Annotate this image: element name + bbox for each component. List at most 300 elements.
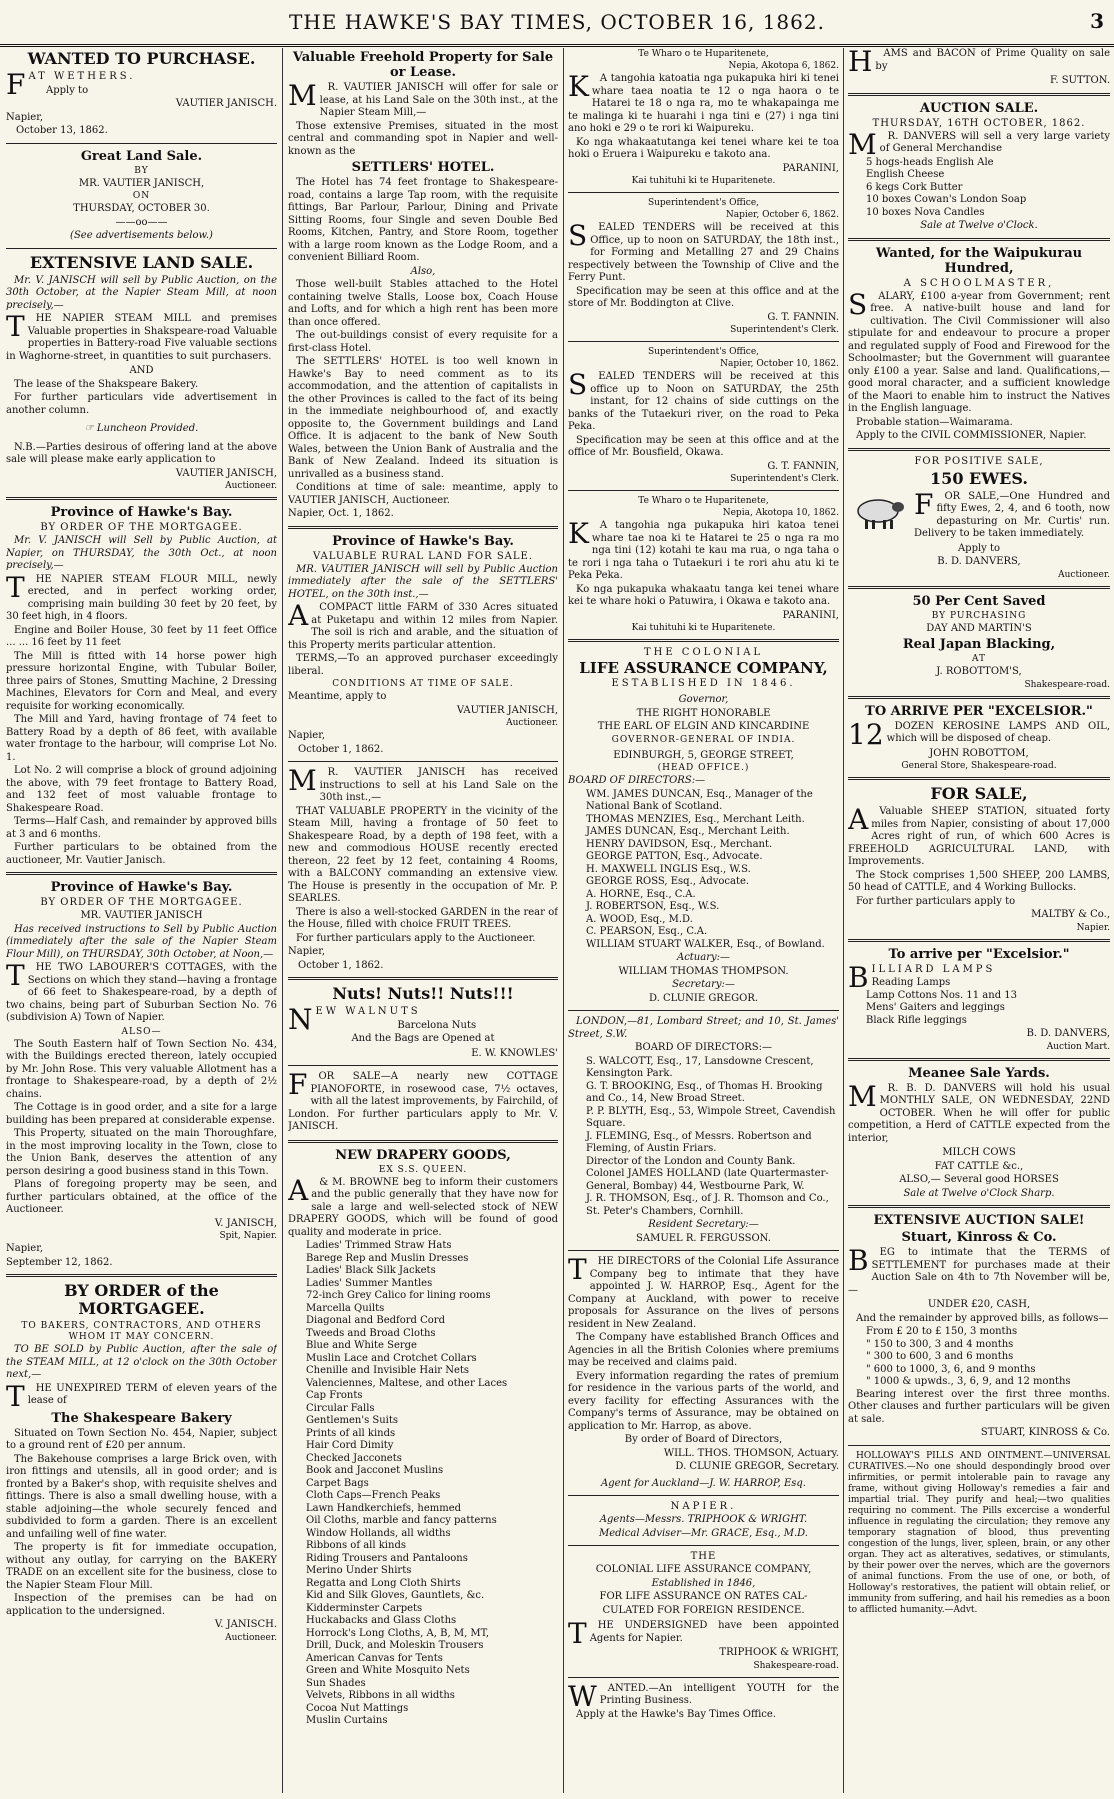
ad-text: OR SALE—A nearly new COTTAGE PIANOFORTE, in rosewood case, 7½ octaves, with all the latest improvements, by Fairchild, of London. For further particulars apply to Mr. V. JANISCH. <box>288 1071 558 1132</box>
ad-text: Superintendent's Office, <box>647 198 760 208</box>
ad-date: Napier, Oct. 1, 1862. <box>288 508 394 519</box>
ad-text: Specification may be seen at this office and at the store of Mr. Boddington at Clive. <box>568 285 839 309</box>
drop-cap: A <box>288 1176 309 1207</box>
drop-cap: S <box>568 371 588 401</box>
ad-heading: Wanted, for the Waipukurau Hundred, <box>875 245 1083 276</box>
ad-text: Kai tuhituhi ki te Huparitenete. <box>631 623 776 633</box>
ad-text: Superintendent's Office, <box>647 347 760 357</box>
ad-heading: Valuable Freehold Property for Sale or Lease. <box>292 50 554 80</box>
list-item: " 300 to 600, 3 and 6 months <box>866 1351 1014 1362</box>
ad-text: FOR POSITIVE SALE, <box>914 455 1044 467</box>
list-item: Drill, Duck, and Moleskin Trousers <box>306 1640 484 1651</box>
ad-subheading: Stuart, Kinross & Co. <box>901 1230 1057 1245</box>
ad-text: HE DIRECTORS of the Colonial Life Assurance Company beg to intimate that they have appointed J. W. HARROP, Esq., Agent for the Company at Auckland, with power to receive proposals for Assurance on the lives of persons resident in New Zealand. <box>568 1256 839 1330</box>
ad-text: Ko nga pukapuka whakaatu tanga kei tenei whare kei te whare hoki o Patuwira, i Okawa e takoto ana. <box>568 583 839 607</box>
list-item: Ribbons of all kinds <box>306 1540 406 1551</box>
ad-text: Superintendent's Clerk. <box>730 474 839 484</box>
ad-text: AND <box>129 365 154 376</box>
luncheon-line: ☞ Luncheon Provided. <box>84 423 199 434</box>
ad-text: Auctioneer. <box>225 1632 277 1643</box>
ad-text: Shakespeare-road. <box>753 1660 839 1671</box>
ad-date: October 1, 1862. <box>298 743 384 755</box>
ad-text: ON <box>132 191 151 201</box>
list-item: Barege Rep and Muslin Dresses <box>306 1252 469 1264</box>
ad-text: Te Wharo o te Huparitenete, <box>638 496 769 506</box>
ad-text: HE NAPIER STEAM FLOUR MILL, newly erected, and in perfect working order, comprising main building 30 feet by 20 feet, by 30 feet high, in 4 floors. <box>6 573 277 622</box>
drop-cap: T <box>568 1620 587 1646</box>
ad-text: EG to intimate that the TERMS of SETTLEMENT for purchases made at their Auction Sale on 4th to 7th November will be,— <box>848 1247 1110 1296</box>
ad-place: Napier, <box>288 730 326 741</box>
list-item: Lamp Cottons Nos. 11 and 13 <box>866 989 1018 1001</box>
ad-text: ESTABLISHED IN 1846. <box>611 678 796 689</box>
ad-text: Also, <box>410 265 436 277</box>
ad-heading: Meanee Sale Yards. <box>908 1065 1050 1081</box>
ad-text: ALSO,— Several good HORSES <box>899 1174 1059 1185</box>
ad-text: NAPIER. <box>670 1501 737 1512</box>
ad-text: Secretary:— <box>672 979 735 990</box>
ad-place: Napier, <box>6 1243 44 1254</box>
ad-text: ALARY, £100 a-year from Government; rent free. A native-built house and land for cultivation. The Civil Commissioner will also stipulate for and endeavour to procure a proper and regulated supply of Food and Firewood for the Schoolmaster; but the Government will guarantee only £100 a year. Salse and land. Qualifications,—good moral character, and a sufficient knowledge of the Maori to enable him to instruct the Natives in the English language. <box>848 290 1110 414</box>
ad-signer: B. D. DANVERS, <box>1026 1028 1110 1039</box>
ad-heading: 150 EWES. <box>930 468 1028 488</box>
ad-text: The property is fit for immediate occupation, without any outlay, for carrying on the BAKERY TRADE on an excellent site for the business, close to the Napier Steam Flour Mill. <box>6 1542 277 1591</box>
drop-cap: T <box>6 573 25 604</box>
ad-text: The Hotel has 74 feet frontage to Shakespeare-road, contains a large Tap room, with the requisite fittings, Bar Parlour, Parlour, Dining and Private Sitting Rooms, four Single and seven Double Bed Rooms, Kitchen, Pantry, and Store Room, together with a large room known as the Lodge Room, and a convenient Billiard Room. <box>288 177 558 263</box>
ad-text: FAT CATTLE &c., <box>934 1160 1024 1172</box>
ad-text: SAMUEL R. FERGUSSON. <box>636 1232 771 1244</box>
ad-text: The Cottage is in good order, and a site for a large building has been prepared at considerable expense. <box>6 1102 277 1126</box>
list-item: Green and White Mosquito Nets <box>306 1665 470 1676</box>
list-item: Gentlemen's Suits <box>306 1415 399 1426</box>
ad-text: Further particulars to be obtained from the auctioneer, Mr. Vautier Janisch. <box>6 842 277 866</box>
list-item: From £ 20 to £ 150, 3 months <box>866 1326 1018 1337</box>
list-item: Valenciennes, Maltese, and other Laces <box>306 1377 508 1389</box>
ad-text: EALED TENDERS will be received at this office up to Noon on SATURDAY, the 25th instant, for 12 chains of side cuttings on the banks of the Tutaekuri river, on the road to Peka Peka. <box>568 371 839 432</box>
ad-text: There is also a well-stocked GARDEN in the rear of the House, filled with choice FRUIT TREES. <box>288 906 558 930</box>
drop-cap: F <box>288 1071 308 1101</box>
list-item: Cocoa Nut Mattings <box>306 1702 409 1714</box>
ad-heading: Province of Hawke's Bay. <box>332 533 514 549</box>
sheep-icon <box>848 491 908 531</box>
ad-text: Shakespeare-road. <box>1024 679 1110 690</box>
ad-signer: MALTBY & Co., <box>1031 909 1110 920</box>
column-rule <box>282 48 283 1793</box>
ad-heading: Province of Hawke's Bay. <box>50 505 233 520</box>
ad-text: MR. VAUTIER JANISCH <box>80 910 203 921</box>
column-rule <box>843 48 844 1793</box>
drop-cap: K <box>568 520 589 550</box>
list-item: C. PEARSON, Esq., C.A. <box>586 926 708 937</box>
list-item: Oil Cloths, marble and fancy patterns <box>306 1515 497 1526</box>
ad-text: ILLIARD LAMPS <box>871 963 996 975</box>
list-item: Tweeds and Broad Cloths <box>306 1327 436 1339</box>
ad-text: & M. BROWNE beg to inform their customers and the public generally that they have now for sale a large and well-selected stock of NEW DRAPERY GOODS, which will be found of good quality and moderate in price. <box>288 1176 558 1238</box>
ad-text: Plans of foregoing property may be seen, and further particulars obtained, at the office of the Auctioneer. <box>6 1179 277 1215</box>
ad-text: MR. VAUTIER JANISCH, <box>78 177 205 189</box>
ad-heading: EXTENSIVE LAND SALE. <box>29 252 254 272</box>
ad-text: EW WALNUTS <box>315 1006 421 1017</box>
list-item: Checked Jacconets <box>306 1452 402 1464</box>
drop-cap: T <box>568 1256 587 1286</box>
drop-cap: T <box>6 313 25 343</box>
ad-signer: JOHN ROBOTTOM, <box>929 747 1029 759</box>
ad-text: Governor, <box>678 694 729 705</box>
list-item: Window Hollands, all widths <box>306 1527 451 1539</box>
ad-signer: G. T. FANNIN. <box>767 311 839 323</box>
ad-heading: NEW DRAPERY GOODS, <box>335 1147 511 1163</box>
list-item: Velvets, Ribbons in all widths <box>306 1690 455 1701</box>
ad-text: FOR LIFE ASSURANCE ON RATES CAL- <box>599 1591 808 1602</box>
ad-heading: To arrive per "Excelsior." <box>888 946 1070 962</box>
list-item: American Canvas for Tents <box>306 1652 443 1664</box>
list-item: Circular Falls <box>306 1402 375 1414</box>
list-item: Hair Cord Dimity <box>306 1440 394 1451</box>
ad-text: DOZEN KEROSINE LAMPS AND OIL, which will be disposed of cheap. <box>886 720 1110 744</box>
ad-text: And the Bags are Opened at <box>351 1033 495 1044</box>
ad-text: (HEAD OFFICE.) <box>657 763 750 773</box>
masthead <box>0 0 1114 47</box>
ad-text: R. DANVERS will sell a very large variety of General Merchandise <box>879 130 1110 154</box>
drop-cap: T <box>6 1382 25 1409</box>
list-item: J. R. THOMSON, Esq., of J. R. Thomson and Co., St. Peter's Chambers, Cornhill. <box>586 1193 829 1217</box>
drop-cap: 12 <box>848 720 884 747</box>
drop-cap: S <box>848 290 868 321</box>
ad-text: And the remainder by approved bills, as follows— <box>856 1312 1109 1324</box>
ad-text: Apply to <box>46 84 89 96</box>
list-item: WILLIAM STUART WALKER, Esq., of Bowland. <box>586 938 825 950</box>
list-item: A. HORNE, Esq., C.A. <box>586 888 696 900</box>
ad-text: Meantime, apply to <box>288 691 387 702</box>
ad-place: Napier, <box>288 946 326 957</box>
drop-cap: T <box>6 962 25 992</box>
list-item: " 600 to 1000, 3, 6, and 9 months <box>866 1363 1036 1375</box>
ad-text: HE NAPIER STEAM MILL and premises Valuable properties in Shakspeare-road Valuable properties in Battery-road Five valuable sections in Waghorne-street, in quantities to suit purchasers. <box>6 313 277 362</box>
list-item: J. FLEMING, Esq., of Messrs. Robertson and Fleming, of Austin Friars. <box>586 1130 812 1154</box>
ad-text: Conditions at time of sale: meantime, apply to VAUTIER JANISCH, Auctioneer. <box>288 482 558 506</box>
ad-text: ANTED.—An intelligent YOUTH for the Printing Business. <box>599 1682 839 1706</box>
ad-text: Situated on Town Section No. 454, Napier, subject to a ground rent of £20 per annum. <box>6 1427 277 1451</box>
list-item: THOMAS MENZIES, Esq., Merchant Leith. <box>586 813 805 825</box>
ad-signer: V. JANISCH. <box>214 1619 277 1630</box>
list-item: H. MAXWELL INGLIS Esq., W.S. <box>586 863 751 875</box>
ad-text: VALUABLE RURAL LAND FOR SALE. <box>312 550 534 562</box>
drapery-items-list <box>288 1240 558 1728</box>
ad-text: General Store, Shakespeare-road. <box>901 761 1057 771</box>
ad-text: A SCHOOLMASTER, <box>903 277 1055 289</box>
ad-text: AT WETHERS. <box>28 71 136 82</box>
ad-text: TO BE SOLD by Public Auction, after the sale of the STEAM MILL, at 12 o'clock on the 30th October next,— <box>6 1344 277 1380</box>
column-2 <box>288 48 558 1793</box>
drop-cap: H <box>848 48 873 74</box>
list-item: Cloth Caps—French Peaks <box>306 1490 441 1501</box>
page-number: 3 <box>1090 9 1104 33</box>
ad-text: Valuable SHEEP STATION, situated forty miles from Napier, consisting of about 17,000 Acres right of run, of which 600 Acres is FREEHOLD AGRICULTURAL LAND, with Improvements. <box>848 806 1110 867</box>
ad-text: EDINBURGH, 5, GEORGE STREET, <box>613 749 794 761</box>
list-item: HENRY DAVIDSON, Esq., Merchant. <box>586 838 773 850</box>
ad-text: Auctioneer. <box>225 481 277 491</box>
ad-text: Every information regarding the rates of premium for residence in the various parts of the world, and every facility for effecting Assurances with the Company's terms of Assurance, may be obtained on application to Mr. Harrop, as above. <box>568 1370 839 1432</box>
ad-text: AMS and BACON of Prime Quality on sale by <box>875 48 1110 72</box>
terms-list <box>848 1326 1110 1389</box>
ad-text: Apply at the Hawke's Bay Times Office. <box>576 1708 776 1720</box>
ad-subheading: The Shakespeare Bakery <box>51 1410 232 1426</box>
list-item: Prints of all kinds <box>306 1427 396 1439</box>
ad-text: Has received instructions to Sell by Public Auction (immediately after the sale of the Napier Steam Flour Mill), on THURSDAY, 30th October, at Noon,— <box>6 923 277 960</box>
ad-text: LONDON,—81, Lombard Street; and 10, St. James' Street, S.W. <box>568 1016 839 1040</box>
ad-heading: EXTENSIVE AUCTION SALE! <box>873 1213 1085 1228</box>
ad-text: BY ORDER OF THE MORTGAGEE. <box>40 522 243 533</box>
ad-text: J. ROBOTTOM'S, <box>936 666 1022 677</box>
list-item: Kidderminster Carpets <box>306 1602 423 1614</box>
ad-text: HE UNEXPIRED TERM of eleven years of the lease of <box>27 1382 277 1406</box>
ad-text: Mr. V. JANISCH will sell by Public Auction, on the 30th October, at the Napier Steam Mill, at noon precisely,— <box>6 274 277 311</box>
ad-text: This Property, situated on the main Thoroughfare, in the most improving locality in the Town, close to the Union Bank, deserves the attention of any person desiring a good business stand in this Town. <box>6 1128 277 1177</box>
list-item: Regatta and Long Cloth Shirts <box>306 1577 461 1589</box>
london-directors-list <box>568 1056 839 1219</box>
ad-signer: E. W. KNOWLES' <box>471 1047 558 1059</box>
drop-cap: S <box>568 222 588 252</box>
list-item: S. WALCOTT, Esq., 17, Lansdowne Crescent, Kensington Park. <box>586 1055 814 1079</box>
ad-signer: VAUTIER JANISCH, <box>456 704 558 716</box>
list-item: 5 hogs-heads English Ale <box>866 156 994 168</box>
ad-text: A tangohia katoatia nga pukapuka hiri ki tenei whare taea noatia te 12 o nga haora o te Hatarei te 18 o nga ra, mo te whakapainga me te malinga ki te huarahi i nga tini e (27) i nga tini ano hoki e 29 o te rori ki Waipureku. <box>568 73 839 134</box>
ad-text: Resident Secretary:— <box>648 1219 759 1230</box>
ad-text: ——oo—— <box>115 216 168 228</box>
ad-text: Kai tuhituhi ki te Huparitenete. <box>631 176 776 186</box>
ad-heading: BY ORDER of the MORTGAGEE. <box>64 1281 219 1318</box>
drop-cap: B <box>848 1247 869 1277</box>
drop-cap: M <box>848 130 877 157</box>
list-item: Ladies' Trimmed Straw Hats <box>306 1240 452 1251</box>
ad-text: Apply to the CIVIL COMMISSIONER, Napier. <box>856 430 1087 441</box>
ad-text: THE RIGHT HONORABLE <box>636 707 771 719</box>
column-4 <box>848 48 1110 1793</box>
list-item: 72-inch Grey Calico for lining rooms <box>306 1290 491 1301</box>
list-item: Kid and Silk Gloves, Gauntlets, &c. <box>306 1590 485 1601</box>
ad-text: HE TWO LABOURER'S COTTAGES, with the Sections on which they stand—having a frontage of 66 feet to Shakespeare-road, by a depth of two chains, being part of Suburban Section No. 76 (subdivision A) Town of Napier. <box>6 962 277 1023</box>
list-item: GEORGE PATTON, Esq., Advocate. <box>586 851 763 862</box>
ad-text: The SETTLERS' HOTEL is too well known in Hawke's Bay to need comment as to its accommodation, and the attention of capitalists in the other Provinces is called to the fact of its being in the immediate neighbourhood of, and exactly opposite to, the Government buildings and Land Office. It is adjacent to the bank of New South Wales, between the Union Bank of Australia and the Bank of New Zealand. Indeed its situation is unrivalled as a business stand. <box>288 356 558 480</box>
ad-text: BY PURCHASING <box>931 610 1027 621</box>
ad-text: Bearing interest over the first three months. Other clauses and further particulars will be given at sale. <box>848 1388 1110 1425</box>
auction-items-list <box>848 157 1110 220</box>
list-item: JAMES DUNCAN, Esq., Merchant Leith. <box>586 826 790 837</box>
ad-signer: VAUTIER JANISCH. <box>175 98 277 109</box>
ad-heading: FOR SALE, <box>930 784 1028 803</box>
ad-text: THURSDAY, OCTOBER 30. <box>73 203 210 214</box>
ad-text: The out-buildings consist of every requisite for a first-class Hotel. <box>288 330 558 354</box>
list-item: G. T. BROOKING, Esq., of Thomas H. Brooking and Co., 14, New Broad Street. <box>586 1080 823 1104</box>
ad-text: THE <box>690 1551 717 1562</box>
list-item: Black Rifle leggings <box>866 1014 967 1026</box>
list-item: Marcella Quilts <box>306 1302 385 1314</box>
drop-cap: A <box>288 602 309 632</box>
column-1 <box>6 48 277 1793</box>
list-item: Lawn Handkerchiefs, hemmed <box>306 1502 462 1514</box>
ad-signer: B. D. DANVERS, <box>937 556 1021 567</box>
ad-heading: AUCTION SALE. <box>919 100 1039 116</box>
newspaper-title: THE HAWKE'S BAY TIMES, OCTOBER 16, 1862. <box>289 10 825 34</box>
ad-text: N.B.—Parties desirous of offering land at the above sale will please make early application to <box>6 441 277 465</box>
ad-text: The Stock comprises 1,500 SHEEP, 200 LAMBS, 50 head of CATTLE, and 4 Working Bullocks. <box>848 869 1110 893</box>
ad-text: AT <box>971 654 986 664</box>
ad-text: MILCH COWS <box>942 1147 1016 1158</box>
ad-text: R. VAUTIER JANISCH has received instructions to sell at his Land Sale on the 30th inst.,— <box>319 767 558 803</box>
ad-text: Those well-built Stables attached to the Hotel containing twelve Stalls, Loose box, Coach House and Lofts, and for which a high rent has been more than once offered. <box>288 279 558 328</box>
ad-text: (See advertisements below.) <box>70 230 213 241</box>
list-item: Sun Shades <box>306 1677 366 1689</box>
arrive-items-list <box>848 977 1110 1027</box>
ad-text: A tangohia nga pukapuka hiri katoa tenei whare tae noa ki te Hatarei te 25 o nga ra mo nga tini (12) kotahi te kau ma rua, o nga taha o te rori i nga taha o Tutaekuri i te rori ahu atu ki te Peka Peka. <box>568 520 839 581</box>
ad-text: Auctioneer. <box>1058 569 1110 580</box>
list-item: A. WOOD, Esq., M.D. <box>586 913 693 925</box>
ad-text: Terms—Half Cash, and remainder by approved bills at 3 and 6 months. <box>6 816 277 840</box>
ad-place: Napier, <box>6 111 44 123</box>
list-item: " 1000 & upwds., 3, 6, 9, and 12 months <box>866 1376 1071 1387</box>
list-item: 6 kegs Cork Butter <box>866 181 963 193</box>
drop-cap: M <box>288 767 317 797</box>
ad-text: UNDER £20, CASH, <box>927 1299 1031 1310</box>
list-item: Muslin Curtains <box>306 1715 388 1726</box>
ad-text: HOLLOWAY'S PILLS AND OINTMENT.—UNIVERSAL CURATIVES.—No one should despondingly brood over infirmities, or permit intolerable pain to ravage any frame, without giving Holloway's remedies a fair and impartial trial. They purify and heal;—two qualities requiring no comment. The Pills excercise a wonderful influence in regulating the circulation; they remove any temporary stagnation of blood, thus preventing congestion of the lungs, liver, spleen, brain, or any other organ. They act as alteratives, sedatives, or stimulants, by their power over the nerves, which are the governors of animal functions. From the use of one, or both, of Holloway's restoratives, the patient will obtain relief, or immunity from suffering, and hail his remedies as a boon to afflicted humanity.—Advt. <box>848 1450 1110 1615</box>
ad-text: GOVERNOR-GENERAL OF INDIA. <box>611 734 796 745</box>
list-item: 10 boxes Cowan's London Soap <box>866 194 1027 205</box>
list-item: P. P. BLYTH, Esq., 53, Wimpole Street, Cavendish Square. <box>586 1105 836 1129</box>
ad-text: R. B. D. DANVERS will hold his usual MONTHLY SALE, ON WEDNESDAY, 22ND OCTOBER. When he will offer for public competition, a Herd of CATTLE expected from the interior, <box>848 1082 1110 1144</box>
ad-text: DAY AND MARTIN'S <box>926 622 1032 634</box>
ad-text: Specification may be seen at this office and at the office of Mr. Bousfield, Okawa. <box>568 434 839 458</box>
drop-cap: F <box>914 490 934 521</box>
ad-text: Inspection of the premises can be had on application to the undersigned. <box>6 1593 277 1617</box>
ad-text: Luncheon Provided. <box>96 423 199 434</box>
ad-text: The lease of the Shakspeare Bakery. <box>14 378 199 390</box>
list-item: English Cheese <box>866 169 945 180</box>
ad-text: WILLIAM THOMAS THOMPSON. <box>618 965 789 977</box>
ad-text: BOARD OF DIRECTORS:— <box>568 775 706 786</box>
ad-text: Te Wharo o te Huparitenete, <box>638 49 769 59</box>
ad-text: TO BAKERS, CONTRACTORS, AND OTHERS WHOM IT MAY CONCERN. <box>21 1321 262 1342</box>
ad-text: Established in 1846, <box>651 1577 756 1589</box>
ad-text: The Company have established Branch Offices and Agencies in all the British Colonies where premiums may be received and claims paid. <box>568 1332 839 1368</box>
ad-text: THE EARL OF ELGIN AND KINCARDINE <box>597 721 810 732</box>
ad-text: MR. VAUTIER JANISCH will sell by Public Auction immediately after the sale of the SETTLERS' HOTEL, on the 30th inst.,— <box>288 563 558 600</box>
ad-text: Apply to <box>957 542 1001 554</box>
ad-signer: WILL. THOS. THOMSON, Actuary. <box>663 1447 839 1459</box>
ad-text: Napier. <box>1076 922 1110 933</box>
ad-text: THAT VALUABLE PROPERTY in the vicinity of the Steam Mill, having a frontage of 50 feet to Shakespeare Road, by a depth of 198 feet, with a new and commodious HOUSE recently erected thereon, 22 feet by 12 feet, containing 4 Rooms, with a BALCONY commanding an extensive view. The House is presently in the occupation of Mr. P. SEARLES. <box>288 805 558 904</box>
drop-cap: M <box>288 82 317 112</box>
column-rule <box>563 48 564 1793</box>
list-item: Horrock's Long Cloths, A, B, M, MT, <box>306 1627 490 1639</box>
ad-text: Auction Mart. <box>1046 1041 1110 1052</box>
ad-text: R. VAUTIER JANISCH will offer for sale or lease, at his Land Sale on the 30th inst., at the Napier Steam Mill,— <box>319 82 558 118</box>
list-item: Director of the London and County Bank. <box>586 1155 796 1167</box>
wanted-purchase-ad <box>6 71 277 112</box>
list-item: Muslin Lace and Crotchet Collars <box>306 1352 477 1364</box>
ad-text: HE UNDERSIGNED have been appointed Agents for Napier. <box>589 1620 839 1644</box>
ad-text: Ko nga whakaatutanga kei tenei whare kei te toa hoki o Eruera i Waipureku e takoto ana. <box>568 136 839 160</box>
column-3 <box>568 48 839 1793</box>
ad-text: EX S.S. QUEEN. <box>378 1164 468 1175</box>
list-item: J. ROBERTSON, Esq., W.S. <box>586 901 720 912</box>
list-item: Huckabacks and Glass Cloths <box>306 1615 457 1626</box>
drop-cap: A <box>848 806 869 836</box>
ad-subheading: Real Japan Blacking, <box>902 637 1056 652</box>
ad-heading: WANTED TO PURCHASE. <box>27 49 256 68</box>
ad-text: Nepia, Akotopa 10, 1862. <box>722 508 839 518</box>
ad-text: Auctioneer. <box>506 718 558 728</box>
ad-text: For further particulars apply to <box>856 895 1016 907</box>
drop-cap: N <box>288 1006 313 1036</box>
ad-text: Napier, October 6, 1862. <box>725 210 839 220</box>
ad-text: By order of Board of Directors, <box>624 1434 783 1445</box>
ad-text: Mr. V. JANISCH will Sell by Public Auction, at Napier, on THURSDAY, the 30th Oct., at noon precisely,— <box>6 535 277 571</box>
drop-cap: K <box>568 73 589 103</box>
list-item: WM. JAMES DUNCAN, Esq., Manager of the National Bank of Scotland. <box>586 788 813 812</box>
drop-cap: W <box>568 1682 597 1709</box>
list-item: Carpet Bags <box>306 1477 369 1489</box>
ad-text: Sale at Twelve o'Clock Sharp. <box>903 1187 1055 1199</box>
ad-text: OR SALE,—One Hundred and fifty Ewes, 2, 4, and 6 tooth, now depasturing on Mr. Curtis' run. Delivery to be taken immediately. <box>914 490 1110 539</box>
ad-text: Those extensive Premises, situated in the most central and commanding spot in Napier and well-known as the <box>288 120 558 157</box>
ad-signer: D. CLUNIE GREGOR, Secretary. <box>675 1461 839 1472</box>
ad-text: Agents—Messrs. TRIPHOOK & WRIGHT. <box>599 1514 808 1525</box>
list-item: Reading Lamps <box>871 977 951 988</box>
ad-text: EALED TENDERS will be received at this Office, up to noon on SATURDAY, the 18th inst., for Forming and Metalling 27 and 29 Chains respectively between the Township of Clive and the Ferry Punt. <box>568 222 839 283</box>
ad-text: Barcelona Nuts <box>397 1019 477 1031</box>
ad-subheading: SETTLERS' HOTEL. <box>351 160 495 175</box>
ad-date: October 13, 1862. <box>16 125 108 136</box>
ad-text: Superintendent's Clerk. <box>730 325 839 335</box>
directors-list <box>568 789 839 952</box>
ad-text: COMPACT little FARM of 330 Acres situated at Puketapu and within 12 miles from Napier. The soil is rich and arable, and the situation of this Property merits particular attention. <box>288 602 558 651</box>
ad-text: Sale at Twelve o'Clock. <box>920 220 1038 231</box>
ad-text: For further particulars vide advertisement in another column. <box>6 392 277 416</box>
ad-text: The Mill is fitted with 14 horse power high pressure horizontal Engine, with Tubular Boiler, three pairs of Stones, Smutting Machine, 2 Dressing Machines, Elevators for Corn and Meal, and every requisite for working economically. <box>6 650 277 712</box>
list-item: Chenille and Invisible Hair Nets <box>306 1365 470 1376</box>
list-item: Book and Jacconet Muslins <box>306 1465 444 1476</box>
ad-text: Lot No. 2 will comprise a block of ground adjoining the above, with 79 feet frontage to Battery Road, and 132 feet of most valuable frontage to Shakespeare Road. <box>6 765 277 814</box>
ad-heading: Great Land Sale. <box>80 148 203 164</box>
ad-text: CONDITIONS AT TIME OF SALE. <box>332 679 514 689</box>
list-item: " 150 to 300, 3 and 4 months <box>866 1338 1014 1350</box>
ad-text: Spit, Napier. <box>219 1231 277 1241</box>
ad-text: ALSO— <box>121 1026 162 1037</box>
ad-text: The Bakehouse comprises a large Brick oven, with iron fittings and utensils, all in good order; and is fronted by a Baker's shop, with requisite shelves and fittings. There is also a small dwelling house, with a stable adjoining—the whole securely fenced and subdivided to form a garden. There is an excellent and unfailing well of fine water. <box>6 1453 277 1540</box>
ad-text: THE COLONIAL <box>643 647 764 658</box>
ad-heading: 50 Per Cent Saved <box>912 593 1046 609</box>
ad-text: THURSDAY, 16TH OCTOBER, 1862. <box>872 117 1086 129</box>
ad-text: Medical Adviser—Mr. GRACE, Esq., M.D. <box>599 1527 808 1539</box>
ad-text: Actuary:— <box>676 952 731 963</box>
ad-text: BY ORDER OF THE MORTGAGEE. <box>40 897 243 908</box>
ad-signer: STUART, KINROSS & Co. <box>980 1427 1110 1438</box>
list-item: Cap Fronts <box>306 1390 363 1401</box>
list-item: 10 boxes Nova Candles <box>866 206 985 218</box>
ad-text: Engine and Boiler House, 30 feet by 11 feet Office ... ... 16 feet by 11 feet <box>6 624 277 648</box>
ad-text: Probable station—Waimarama. <box>856 416 1013 428</box>
list-item: Riding Trousers and Pantaloons <box>306 1552 468 1564</box>
ad-text: COLONIAL LIFE ASSURANCE COMPANY, <box>595 1564 812 1575</box>
ad-text: D. CLUNIE GREGOR. <box>648 992 759 1004</box>
list-item: Diagonal and Bedford Cord <box>306 1315 445 1326</box>
ad-text: TERMS,—To an approved purchaser exceedingly liberal. <box>288 653 558 677</box>
ad-text: Agent for Auckland—J. W. HARROP, Esq. <box>601 1477 806 1489</box>
ad-date: October 1, 1862. <box>298 959 384 971</box>
ad-text: CULATED FOR FOREIGN RESIDENCE. <box>602 1604 805 1616</box>
list-item: Ladies' Summer Mantles <box>306 1277 433 1289</box>
ad-text: The Mill and Yard, having frontage of 74 feet to Battery Road by a depth of 86 feet, with available water frontage to the harbour, will comprise Lot No. 1. <box>6 714 277 763</box>
